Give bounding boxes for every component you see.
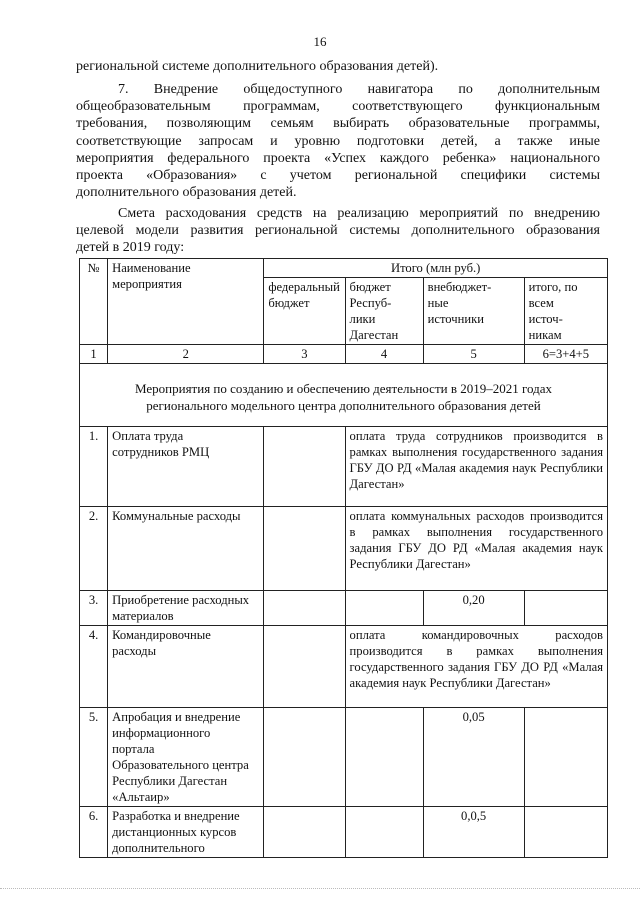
index-cell: 3	[264, 345, 345, 364]
row-num: 3.	[80, 591, 108, 626]
row-num: 6.	[80, 807, 108, 858]
row-name-line: материалов	[112, 609, 174, 623]
index-cell: 4	[345, 345, 423, 364]
paragraph-line: требования, позволяющим семьям выбирать образовательные программы,	[76, 116, 600, 132]
row-name	[108, 708, 264, 807]
paragraph-line: дополнительного образования детей.	[76, 185, 297, 201]
table-row	[80, 427, 608, 507]
row-note: оплата труда сотрудников производится в рамках выполнения государственного задания ГБУ ДО РД «Малая академия наук Республики Дагестан»	[345, 427, 607, 507]
header-republic-line: лики	[349, 312, 376, 326]
header-name	[108, 259, 264, 345]
header-federal-line: бюджет	[268, 296, 310, 310]
row-num: 5.	[80, 708, 108, 807]
header-republic	[345, 278, 423, 345]
section-title-line: регионального модельного центра дополнительного образования детей	[146, 398, 541, 413]
header-offbudget-line: ные	[427, 296, 449, 310]
header-all-line: никам	[528, 328, 562, 342]
paragraph-line: проекта «Образования» с учетом региональной специфики системы	[76, 168, 600, 184]
row-name-line: Командировочные	[112, 628, 211, 642]
header-federal	[264, 278, 345, 345]
row-federal	[264, 427, 345, 507]
header-republic-line: Респуб-	[349, 296, 392, 310]
header-offbudget	[423, 278, 524, 345]
table-header-row	[80, 259, 608, 278]
row-name	[108, 626, 264, 708]
index-cell: 6=3+4+5	[524, 345, 607, 364]
paragraph-line: детей в 2019 году:	[76, 240, 185, 256]
section-title-row	[80, 364, 608, 427]
index-cell: 1	[80, 345, 108, 364]
row-federal	[264, 807, 345, 858]
table-row	[80, 626, 608, 708]
row-name-line: информационного	[112, 726, 211, 740]
header-all-line: источ-	[528, 312, 563, 326]
row-name-line: Апробация и внедрение	[112, 710, 241, 724]
row-note: оплата командировочных расходов производится в рамках выполнения государственного задания ГБУ ДО РД «Малая академия наук Республики Дагестан»	[345, 626, 607, 708]
row-name	[108, 507, 264, 591]
row-offbudget: 0,05	[423, 708, 524, 807]
row-republic	[345, 591, 423, 626]
row-name-line: портала	[112, 742, 155, 756]
row-name-line: расходы	[112, 644, 157, 658]
index-cell: 5	[423, 345, 524, 364]
budget-table	[79, 258, 608, 858]
index-cell: 2	[108, 345, 264, 364]
table-row	[80, 507, 608, 591]
header-republic-line: бюджет	[349, 280, 391, 294]
paragraph-line: региональной системе дополнительного образования детей).	[76, 59, 439, 74]
header-all	[524, 278, 607, 345]
row-federal	[264, 591, 345, 626]
row-num: 2.	[80, 507, 108, 591]
row-name-line: «Альтаир»	[112, 790, 170, 804]
row-name-line: Оплата труда	[112, 429, 184, 443]
row-note: оплата коммунальных расходов производится в рамках выполнения государственного задания ГБУ ДО РД «Малая академия наук Республики Дагестан»	[345, 507, 607, 591]
row-offbudget: 0,0,5	[423, 807, 524, 858]
row-name-line: дополнительного	[112, 841, 205, 855]
section-title	[80, 364, 608, 427]
header-republic-line: Дагестан	[349, 328, 399, 342]
paragraph-top	[76, 58, 600, 75]
row-republic	[345, 807, 423, 858]
header-all-line: всем	[528, 296, 554, 310]
table-row	[80, 591, 608, 626]
row-name-line: сотрудников РМЦ	[112, 445, 210, 459]
header-name-line: Наименование	[112, 261, 191, 275]
table-index-row	[80, 345, 608, 364]
scan-bottom-edge	[0, 888, 640, 889]
paragraph-7	[76, 81, 600, 201]
header-federal-line: федеральный	[268, 280, 340, 294]
row-name-line: Приобретение расходных	[112, 593, 250, 607]
row-republic	[345, 708, 423, 807]
paragraph-line: соответствующие запросам и уровню подготовки детей, а также иные	[76, 133, 600, 149]
header-offbudget-line: внебюджет-	[427, 280, 492, 294]
paragraph-line: целевой модели развития региональной системы дополнительного образования	[76, 223, 600, 239]
row-federal	[264, 507, 345, 591]
row-all	[524, 807, 607, 858]
row-name-line: Разработка и внедрение	[112, 809, 240, 823]
row-name-line: Республики Дагестан	[112, 774, 228, 788]
row-offbudget: 0,20	[423, 591, 524, 626]
paragraph-line: Смета расходования средств на реализацию мероприятий по внедрению	[118, 206, 600, 221]
row-name-line: дистанционных курсов	[112, 825, 237, 839]
header-total: Итого (млн руб.)	[264, 259, 608, 278]
row-num: 4.	[80, 626, 108, 708]
row-name-line: Образовательного центра	[112, 758, 249, 772]
paragraph-line: общеобразовательным программам, соответствующего функциональным	[76, 99, 600, 115]
section-title-line: Мероприятия по созданию и обеспечению деятельности в 2019–2021 годах	[135, 381, 552, 396]
row-num: 1.	[80, 427, 108, 507]
row-name	[108, 591, 264, 626]
paragraph-smeta	[76, 205, 600, 257]
row-federal	[264, 626, 345, 708]
row-name-line: Коммунальные расходы	[112, 509, 241, 523]
paragraph-line: мероприятия федерального проекта «Успех каждого ребенка» национального	[76, 150, 600, 166]
page-number: 16	[313, 34, 327, 49]
row-name	[108, 427, 264, 507]
header-all-line: итого, по	[528, 280, 578, 294]
row-all	[524, 591, 607, 626]
header-offbudget-line: источники	[427, 312, 484, 326]
row-name	[108, 807, 264, 858]
row-all	[524, 708, 607, 807]
paragraph-line: 7. Внедрение общедоступного навигатора по дополнительным	[118, 82, 600, 97]
table-row	[80, 708, 608, 807]
header-num: №	[80, 259, 108, 345]
row-federal	[264, 708, 345, 807]
table-row	[80, 807, 608, 858]
header-name-line: мероприятия	[112, 277, 182, 291]
